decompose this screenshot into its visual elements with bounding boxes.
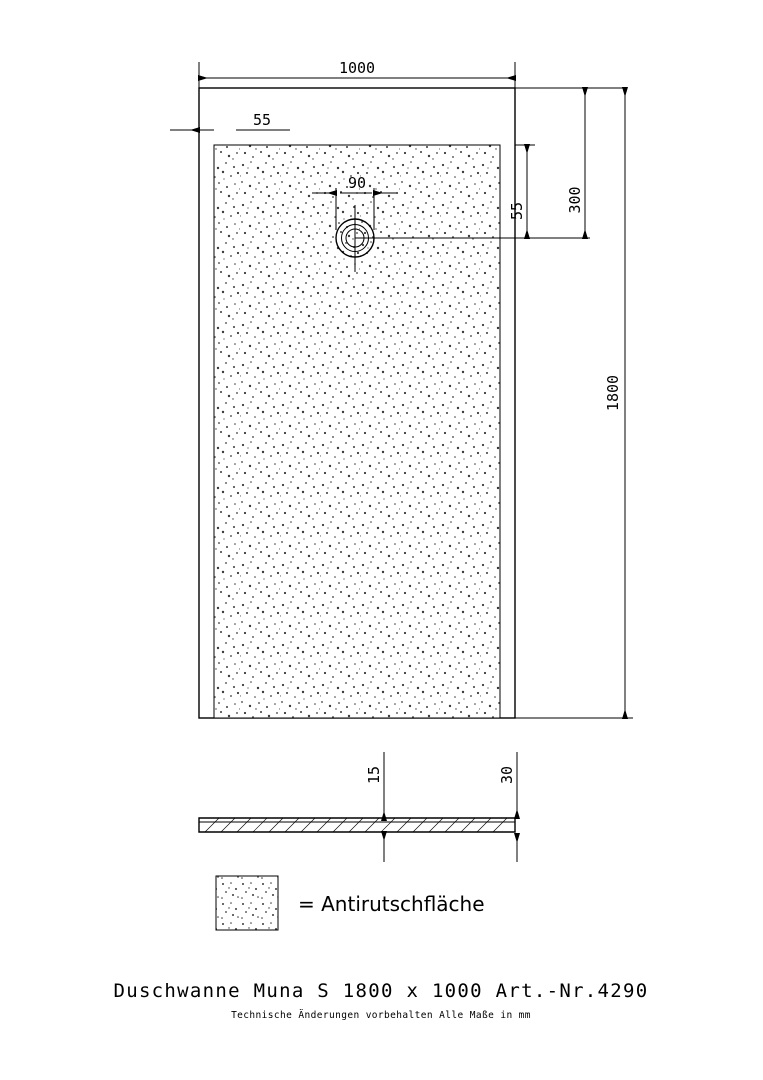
- dim-label-edge-width: 55: [252, 111, 272, 129]
- top-view: [170, 59, 633, 718]
- anti-slip-area: [214, 145, 500, 718]
- dim-label-inner-thickness: 15: [365, 765, 383, 785]
- drawing-note: Technische Änderungen vorbehalten Alle Maße in mm: [231, 1010, 531, 1021]
- dim-label-drain-diameter: 90: [347, 174, 367, 192]
- anti-slip-hatch-swatch: [216, 876, 278, 930]
- title-block: [113, 980, 648, 1021]
- dim-label-outer-thickness: 30: [498, 765, 516, 785]
- dim-label-drain-center: 300: [566, 186, 584, 214]
- drawing-title: Duschwanne Muna S 1800 x 1000 Art.-Nr.4290: [113, 980, 649, 1002]
- dim-label-drain-offset: 55: [508, 201, 526, 221]
- section-view: [199, 752, 517, 862]
- dim-label-overall-length: 1800: [604, 374, 622, 412]
- dim-label-overall-width: 1000: [338, 59, 376, 77]
- legend-label: = Antirutschfläche: [298, 892, 485, 916]
- legend: [216, 876, 485, 930]
- section-hatch: [205, 818, 507, 832]
